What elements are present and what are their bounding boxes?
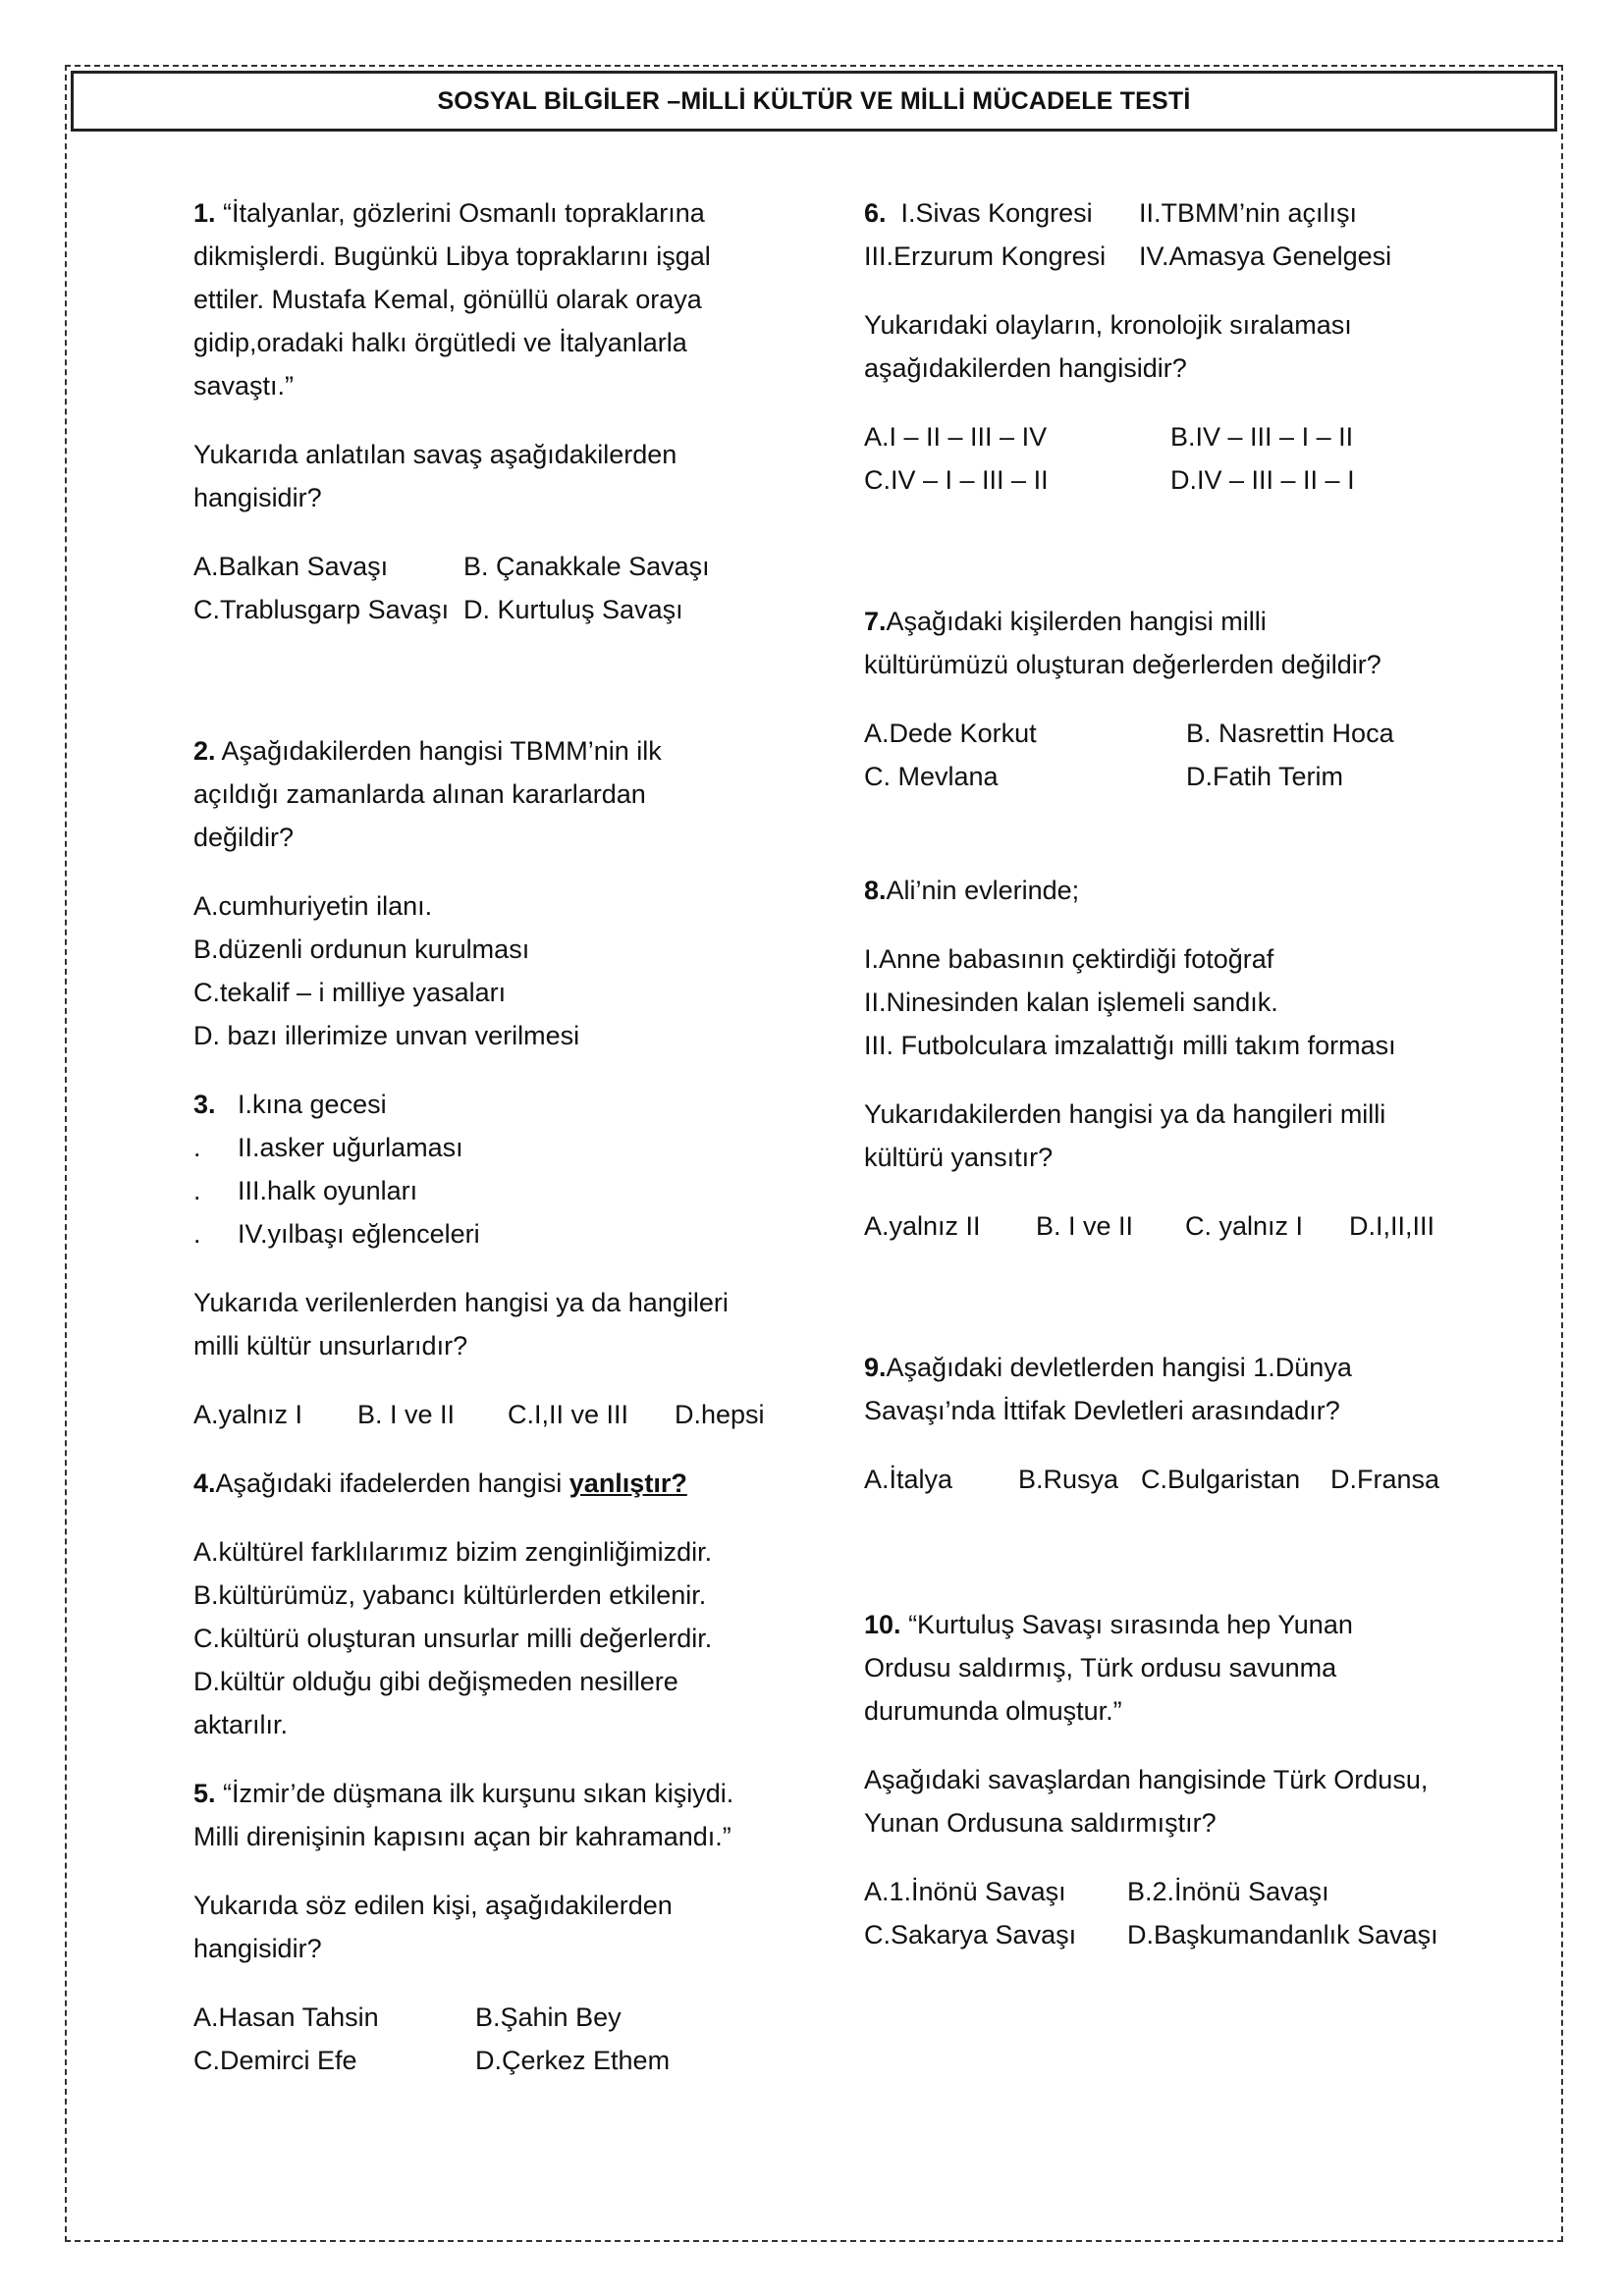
list-item: IV.Amasya Genelgesi [1139,241,1392,271]
list-item: II.Ninesinden kalan işlemeli sandık. [864,988,1278,1017]
option-d[interactable]: D.hepsi [675,1400,765,1429]
answer-options [193,1393,783,1436]
question-text-line: Milli direnişinin kapısını açan bir kahramandı.” [193,1822,731,1851]
question-6 [864,191,1453,502]
option-d[interactable]: D.kültür olduğu gibi değişmeden nesillere [193,1667,678,1696]
question-9 [864,1346,1453,1501]
option-d[interactable]: D.Fatih Terim [1186,762,1344,791]
page-title: SOSYAL BİLGİLER –MİLLİ KÜLTÜR VE MİLLİ MÜCADELE TESTİ [71,71,1557,132]
answer-options [864,1870,1453,1956]
question-prompt: Yukarıda söz edilen kişi, aşağıdakilerden [193,1891,673,1920]
question-number: 6. [864,198,887,228]
list-item: I.kına gecesi [238,1090,387,1119]
question-prompt: kültürü yansıtır? [864,1143,1054,1172]
option-c[interactable]: C.tekalif – i milliye yasaları [193,978,507,1007]
option-d[interactable]: D. Kurtuluş Savaşı [463,595,683,624]
option-a[interactable]: A.cumhuriyetin ilanı. [193,891,433,921]
question-text-line: Aşağıdaki kişilerden hangisi milli [886,607,1267,636]
list-bullet: . [193,1133,201,1162]
question-5 [193,1772,783,2082]
question-text-line: Aşağıdaki devletlerden hangisi 1.Dünya [886,1353,1352,1382]
question-prompt: milli kültür unsurlarıdır? [193,1331,468,1361]
option-c[interactable]: C. Mevlana [864,762,999,791]
question-text-line: ettiler. Mustafa Kemal, gönüllü olarak oraya [193,285,702,314]
answer-options [193,1996,783,2082]
question-prompt: Yukarıda verilenlerden hangisi ya da hangileri [193,1288,729,1317]
list-bullet: . [193,1219,201,1249]
option-d[interactable]: D.Çerkez Ethem [475,2046,671,2075]
option-a[interactable]: A.İtalya [864,1465,953,1494]
list-bullet: . [193,1176,201,1205]
option-c[interactable]: C.Demirci Efe [193,2046,357,2075]
question-8 [864,869,1453,1248]
question-prompt: Yunan Ordusuna saldırmıştır? [864,1808,1217,1838]
answer-options [864,1458,1453,1501]
question-text-line: Aşağıdakilerden hangisi TBMM’nin ilk [221,736,662,766]
question-number: 3. [193,1090,216,1119]
question-prompt: hangisidir? [193,1934,322,1963]
list-item: III. Futbolculara imzalattığı milli takım forması [864,1031,1396,1060]
option-b[interactable]: B.2.İnönü Savaşı [1127,1877,1329,1906]
question-prompt: Yukarıda anlatılan savaş aşağıdakilerden [193,440,677,469]
question-text-line: değildir? [193,823,295,852]
option-c[interactable]: C.IV – I – III – II [864,465,1049,495]
answer-options [193,545,783,631]
answer-options [864,1204,1453,1248]
question-1 [193,191,783,631]
question-text-line: Aşağıdaki ifadelerden hangisi [215,1468,569,1498]
question-text-line: “Kurtuluş Savaşı sırasında hep Yunan [908,1610,1353,1639]
option-c[interactable]: C.kültürü oluşturan unsurlar milli değerlerdir. [193,1624,713,1653]
option-b[interactable]: B.Rusya [1018,1465,1119,1494]
question-3 [193,1083,783,1436]
list-item: IV.yılbaşı eğlenceleri [238,1219,480,1249]
question-prompt: Aşağıdaki savaşlardan hangisinde Türk Ordusu, [864,1765,1429,1794]
right-column [864,191,1453,1956]
option-a[interactable]: A.I – II – III – IV [864,422,1048,452]
question-number: 10. [864,1610,901,1639]
question-number: 5. [193,1779,216,1808]
list-item: II.TBMM’nin açılışı [1139,198,1358,228]
question-prompt: aşağıdakilerden hangisidir? [864,353,1187,383]
question-text-line: Ali’nin evlerinde; [886,876,1080,905]
question-prompt: Yukarıdaki olayların, kronolojik sıralaması [864,310,1352,340]
question-text-line: açıldığı zamanlarda alınan kararlardan [193,779,646,809]
option-b[interactable]: B.IV – III – I – II [1170,422,1354,452]
question-prompt: hangisidir? [193,483,322,512]
question-10 [864,1603,1453,1956]
option-d-continued[interactable]: aktarılır. [193,1710,289,1739]
option-c[interactable]: C.Sakarya Savaşı [864,1920,1077,1949]
option-b[interactable]: B. I ve II [1036,1211,1134,1241]
question-4 [193,1462,783,1746]
option-b[interactable]: B. I ve II [357,1400,456,1429]
question-2 [193,729,783,1057]
option-a[interactable]: A.yalnız I [193,1400,303,1429]
left-column [193,191,783,2082]
list-item: III.halk oyunları [238,1176,418,1205]
question-number: 9. [864,1353,887,1382]
question-text-line: “İtalyanlar, gözlerini Osmanlı topraklarına [223,198,705,228]
question-number: 1. [193,198,216,228]
option-b[interactable]: B. Nasrettin Hoca [1186,719,1394,748]
list-item: II.asker uğurlaması [238,1133,463,1162]
option-a[interactable]: A.yalnız II [864,1211,981,1241]
option-d[interactable]: D.I,II,III [1349,1211,1435,1241]
question-text-line: kültürümüzü oluşturan değerlerden değildir? [864,650,1381,679]
answer-options [864,712,1453,798]
question-number: 2. [193,736,216,766]
option-a[interactable]: A.kültürel farklılarımız bizim zenginliğimizdir. [193,1537,713,1567]
option-c[interactable]: C.Bulgaristan [1141,1465,1301,1494]
question-text-line: durumunda olmuştur.” [864,1696,1122,1726]
emphasis-word: yanlıştır? [568,1468,687,1498]
question-text-line: dikmişlerdi. Bugünkü Libya topraklarını işgal [193,241,711,271]
answer-options [864,415,1453,502]
option-b[interactable]: B. Çanakkale Savaşı [463,552,710,581]
question-text-line: gidip,oradaki halkı örgütledi ve İtalyanlarla [193,328,687,357]
question-prompt: Yukarıdakilerden hangisi ya da hangileri milli [864,1099,1386,1129]
option-d[interactable]: D. bazı illerimize unvan verilmesi [193,1021,580,1050]
question-text-line: “İzmir’de düşmana ilk kurşunu sıkan kişiydi. [223,1779,734,1808]
list-item: I.Anne babasının çektirdiği fotoğraf [864,944,1274,974]
option-b[interactable]: B.düzenli ordunun kurulması [193,934,530,964]
question-number: 8. [864,876,887,905]
option-c[interactable]: C. yalnız I [1185,1211,1304,1241]
option-b[interactable]: B.Şahin Bey [475,2002,622,2032]
question-number: 7. [864,607,887,636]
option-d[interactable]: D.Başkumandanlık Savaşı [1127,1920,1438,1949]
option-a[interactable]: A.Dede Korkut [864,719,1037,748]
option-b[interactable]: B.kültürümüz, yabancı kültürlerden etkilenir. [193,1580,707,1610]
question-text-line: Savaşı’nda İttifak Devletleri arasındadır? [864,1396,1340,1425]
question-text-line: Ordusu saldırmış, Türk ordusu savunma [864,1653,1337,1682]
option-c[interactable]: C.Trablusgarp Savaşı [193,595,450,624]
option-a[interactable]: A.Balkan Savaşı [193,552,389,581]
question-number: 4. [193,1468,216,1498]
question-text-line: savaştı.” [193,371,295,400]
list-item: I.Sivas Kongresi [900,198,1093,228]
question-7 [864,600,1453,798]
option-a[interactable]: A.1.İnönü Savaşı [864,1877,1066,1906]
option-c[interactable]: C.I,II ve III [508,1400,629,1429]
option-d[interactable]: D.Fransa [1330,1465,1440,1494]
option-a[interactable]: A.Hasan Tahsin [193,2002,379,2032]
list-item: III.Erzurum Kongresi [864,241,1107,271]
option-d[interactable]: D.IV – III – II – I [1170,465,1355,495]
